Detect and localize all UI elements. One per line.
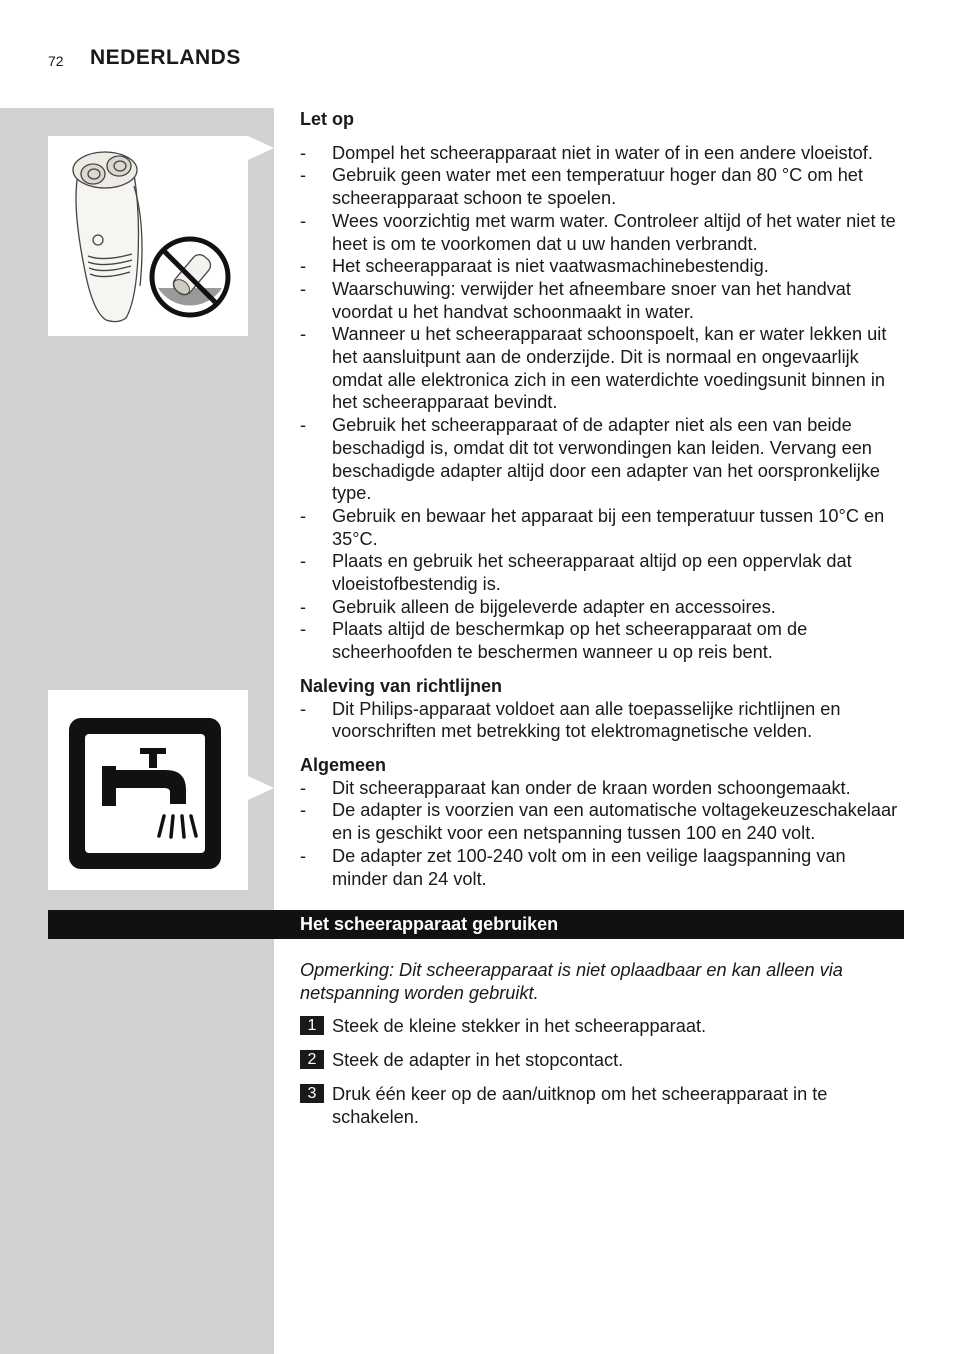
- list-item: - Gebruik en bewaar het apparaat bij een temperatuur tussen 10°C en 35°C.: [300, 505, 906, 550]
- step-item: [300, 1015, 906, 1038]
- algemeen-list: [300, 777, 906, 891]
- safety-content: [300, 108, 906, 890]
- no-immersion-icon: [48, 136, 248, 336]
- shaver-figure: [48, 136, 248, 336]
- step-text: Steek de adapter in het stopcontact.: [332, 1050, 624, 1071]
- list-item: - Plaats altijd de beschermkap op het scheerapparaat om de scheerhoofden te beschermen wanneer u op reis bent.: [300, 618, 906, 663]
- list-item: - Wees voorzichtig met warm water. Controleer altijd of het water niet te heet is om te voorkomen dat u uw handen verbrandt.: [300, 210, 906, 255]
- section-let-op: [300, 108, 906, 664]
- list-item: - Dit Philips-apparaat voldoet aan alle toepasselijke richtlijnen en voorschriften met betrekking tot elektromagnetische velden.: [300, 698, 906, 743]
- let-op-list: [300, 142, 906, 664]
- step-number: 3: [300, 1084, 324, 1103]
- list-item: - Dompel het scheerapparaat niet in water of in een andere vloeistof.: [300, 142, 906, 165]
- figure-pointer: [248, 136, 274, 160]
- list-item: - Plaats en gebruik het scheerapparaat altijd op een oppervlak dat vloeistofbestendig is.: [300, 550, 906, 595]
- list-item: - Gebruik het scheerapparaat of de adapter niet als een van beide beschadigd is, omdat dit tot verwondingen kan leiden. Vervang een beschadigde adapter altijd door een adapter van het oorspronkelijke type.: [300, 414, 906, 505]
- page-number: 72: [48, 53, 64, 69]
- section-title: Let op: [300, 109, 354, 129]
- section-title: Naleving van richtlijnen: [300, 675, 503, 696]
- section-title: Het scheerapparaat gebruiken: [300, 914, 559, 934]
- figure-pointer: [248, 776, 274, 800]
- usage-content: [300, 959, 906, 1139]
- list-item: - De adapter zet 100-240 volt om in een veilige laagspanning van minder dan 24 volt.: [300, 845, 906, 890]
- step-item: [300, 1049, 906, 1072]
- list-item: - Waarschuwing: verwijder het afneembare snoer van het handvat voordat u het handvat schoonmaakt in water.: [300, 278, 906, 323]
- section-banner: [48, 910, 904, 939]
- naleving-list: [300, 698, 906, 743]
- section-title: Algemeen: [300, 754, 387, 775]
- section-naleving: [300, 675, 906, 743]
- language-heading: NEDERLANDS: [90, 46, 241, 69]
- usage-note: Opmerking: Dit scheerapparaat is niet oplaadbaar en kan alleen via netspanning worden gebruikt.: [300, 960, 843, 1003]
- step-text: Steek de kleine stekker in het scheerapparaat.: [332, 1016, 707, 1037]
- list-item: - Gebruik alleen de bijgeleverde adapter en accessoires.: [300, 596, 906, 619]
- list-item: - Wanneer u het scheerapparaat schoonspoelt, kan er water lekken uit het aansluitpunt aan de onderzijde. Dit is normaal en ongevaarlijk omdat alle elektronica zich in een waterdichte voedingsunit binnen in het scheerapparaat bevindt.: [300, 323, 906, 414]
- step-item: [300, 1083, 906, 1128]
- tap-water-icon: [48, 690, 248, 890]
- step-number: 2: [300, 1050, 324, 1069]
- list-item: - Dit scheerapparaat kan onder de kraan worden schoongemaakt.: [300, 777, 906, 800]
- tap-figure: [48, 690, 248, 890]
- list-item: - De adapter is voorzien van een automatische voltagekeuzeschakelaar en is geschikt voor een netspanning tussen 100 en 240 volt.: [300, 799, 906, 844]
- list-item: - Het scheerapparaat is niet vaatwasmachinebestendig.: [300, 255, 906, 278]
- step-text: Druk één keer op de aan/uitknop om het scheerapparaat in te schakelen.: [332, 1083, 828, 1127]
- step-number: 1: [300, 1016, 324, 1035]
- section-algemeen: [300, 754, 906, 890]
- list-item: - Gebruik geen water met een temperatuur hoger dan 80 °C om het scheerapparaat schoon te spoelen.: [300, 164, 906, 209]
